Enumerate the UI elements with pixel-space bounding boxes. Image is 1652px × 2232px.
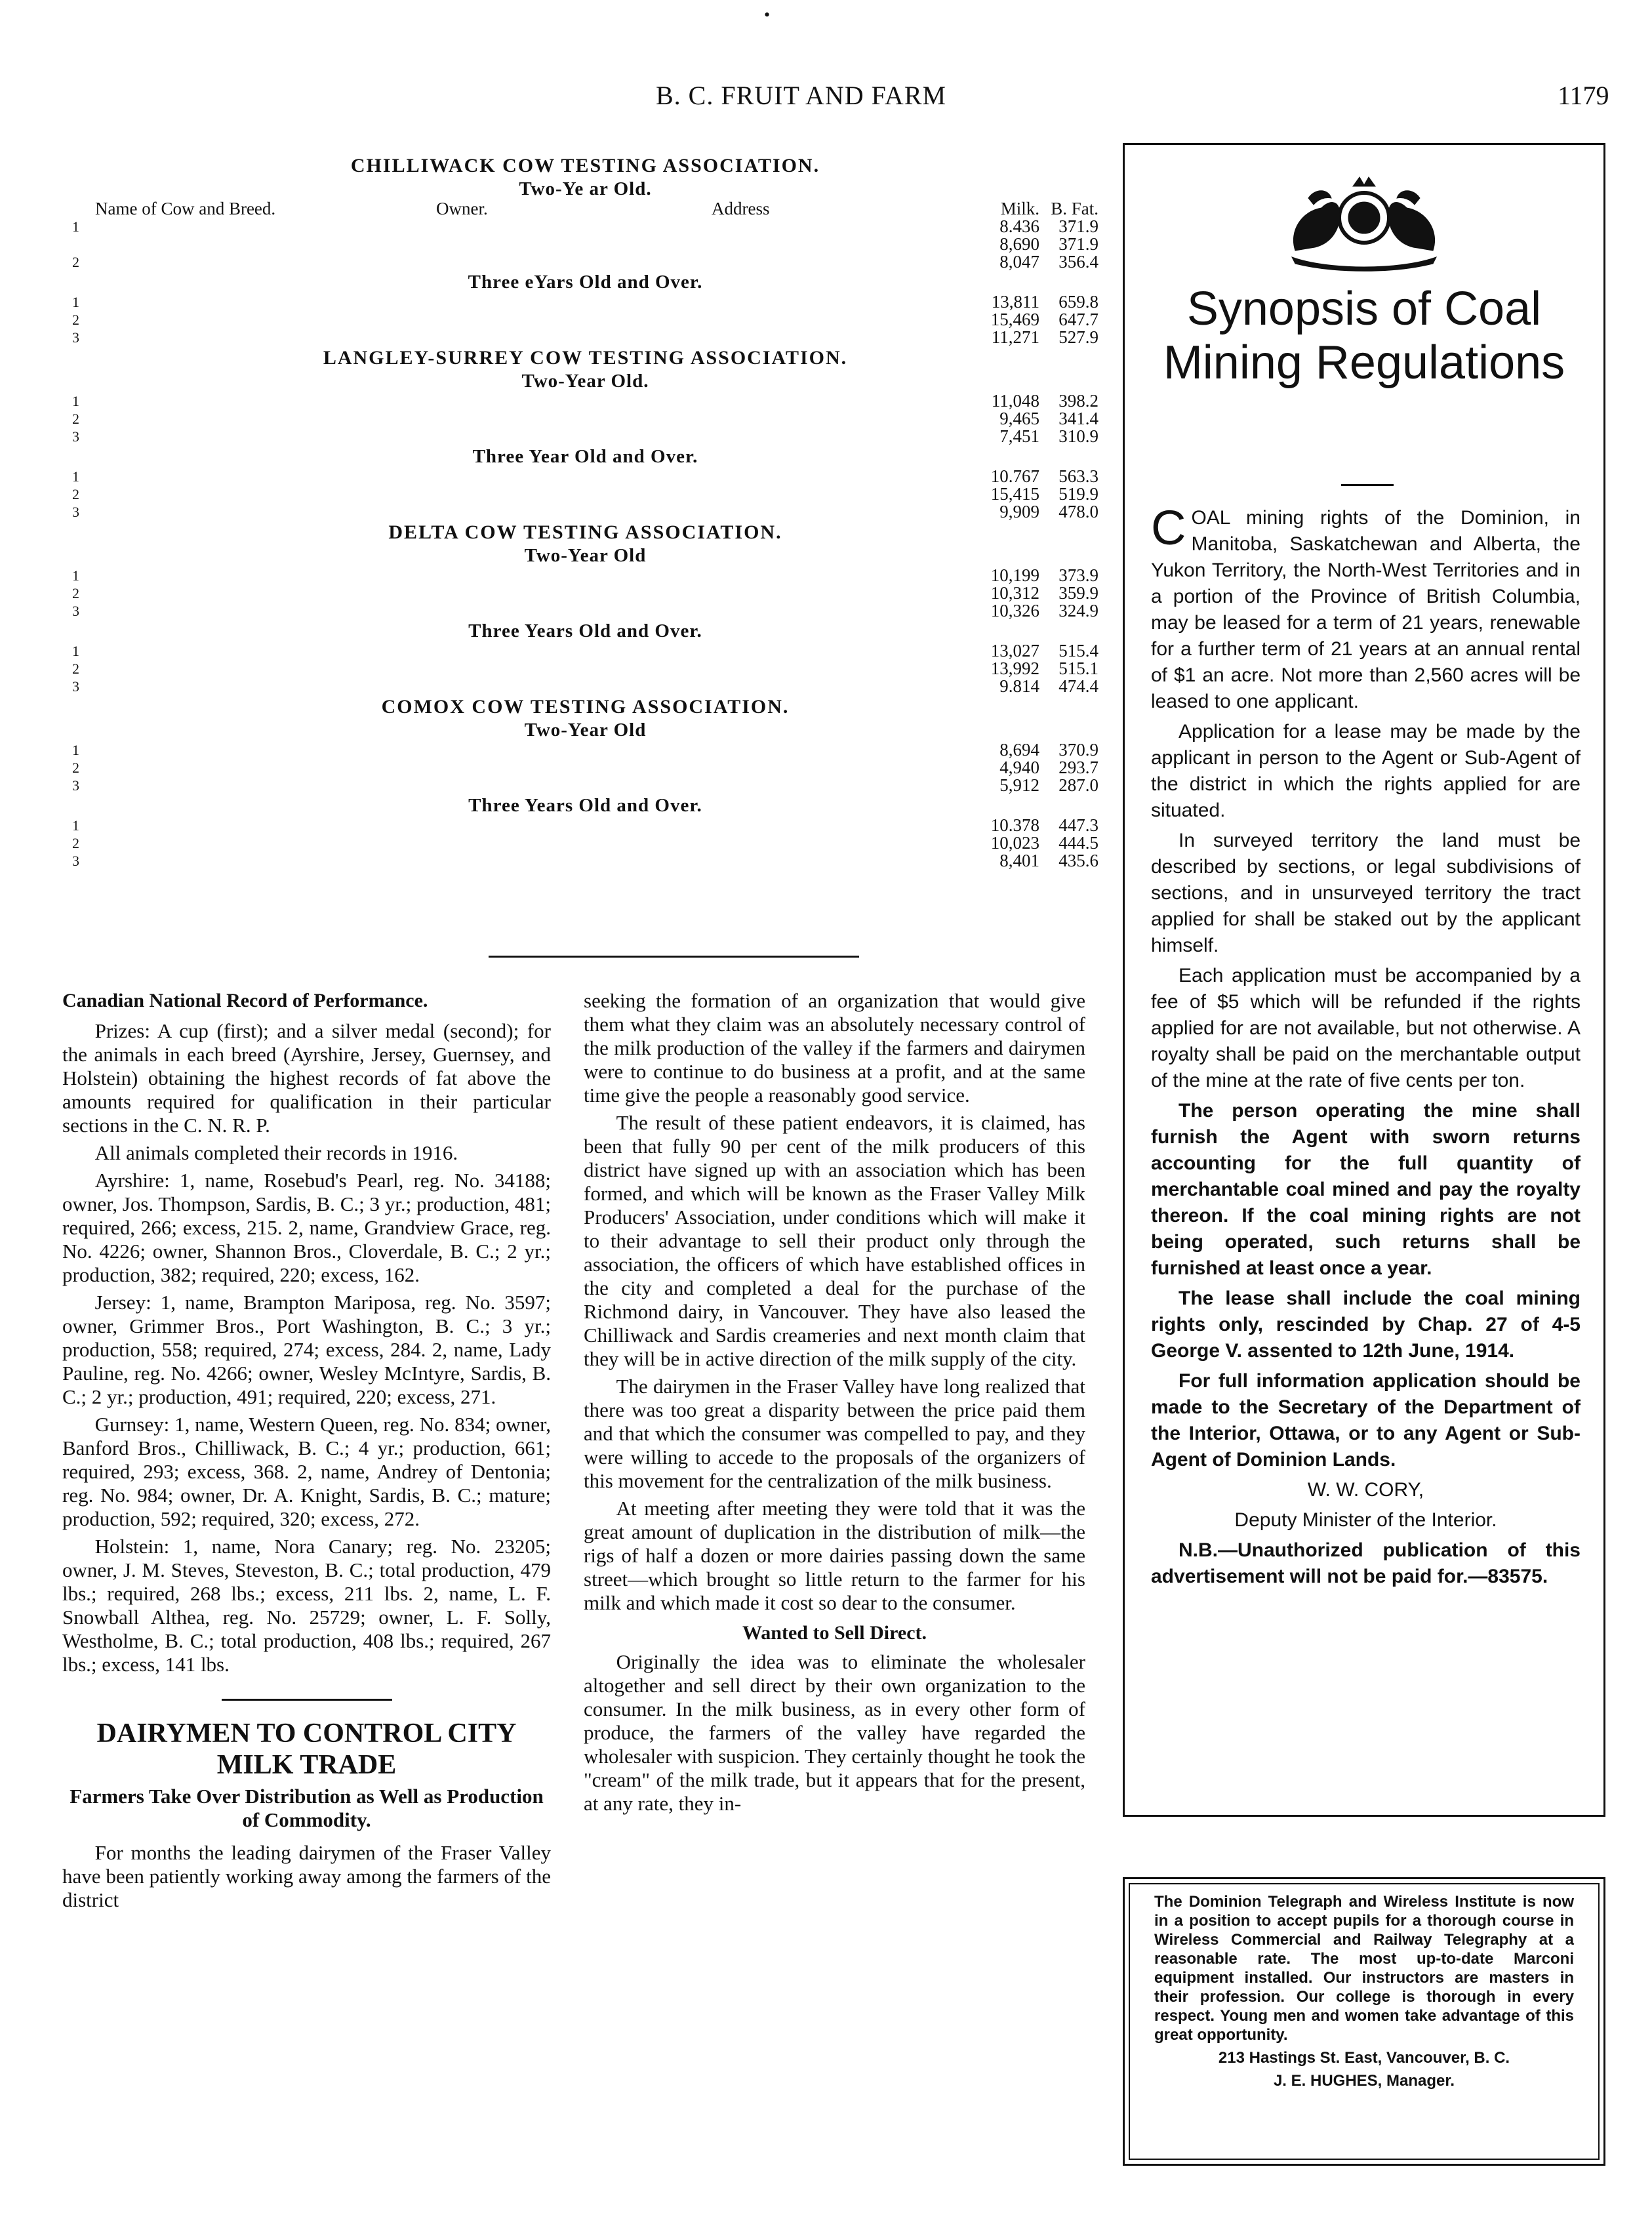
rank-number: 2 xyxy=(72,760,79,776)
milk-value: 10.378 xyxy=(990,815,1039,835)
coal-ad-paragraph: The person operating the mine shall furnish the Agent with sworn returns accounting for the full quantity of merchantable coal mined and pay the royalty thereon. If the coal mining rights are not being operated, such returns shall be furnished at least once a year. xyxy=(1151,1100,1581,1279)
rank-number: 1 xyxy=(72,218,79,235)
milk-value: 10,312 xyxy=(990,583,1039,603)
milk-value: 15,469 xyxy=(990,310,1039,329)
rank-number: 2 xyxy=(72,486,79,502)
article-rule xyxy=(222,1699,392,1701)
rank-number: 2 xyxy=(72,312,79,328)
age-group-label: Three Year Old and Over. xyxy=(472,446,698,467)
butter-fat-value: 519.9 xyxy=(1058,484,1098,504)
article-subhead: Wanted to Sell Direct. xyxy=(742,1622,927,1644)
coal-ad-paragraph: For full information application should be made to the Secretary of the Department of the Interior, Ottawa, or to any Agent or Sub-Agent of Dominion Lands. xyxy=(1151,1370,1581,1471)
rank-number: 1 xyxy=(72,468,79,485)
milk-value: 8,047 xyxy=(999,252,1039,272)
milk-value: 9,909 xyxy=(999,502,1039,521)
table-row xyxy=(72,293,1098,311)
butter-fat-value: 371.9 xyxy=(1058,216,1098,236)
coal-ad-paragraph: Each application must be accompanied by a fee of $5 which will be refunded if the rights applied for are not available, but not otherwise. A royalty shall be paid on the merchantable output of the mine at the rate of five cents per ton. xyxy=(1151,965,1581,1091)
running-header: B. C. FRUIT AND FARM xyxy=(656,81,947,110)
milk-value: 13,811 xyxy=(991,292,1039,312)
milk-value: 10,199 xyxy=(990,565,1039,585)
rank-number: 3 xyxy=(72,428,79,445)
table-row xyxy=(72,678,1098,695)
column-header-fat: B. Fat. xyxy=(1051,199,1098,218)
milk-value: 8,694 xyxy=(999,740,1039,760)
rank-number: 3 xyxy=(72,504,79,520)
milk-value: 11,271 xyxy=(991,327,1039,347)
table-row xyxy=(72,584,1098,602)
table-row xyxy=(72,777,1098,794)
article-paragraph: The dairymen in the Fraser Valley have long realized that there was too great a disparity between the price paid them and that which the consumer was compelled to pay, and they were willing to accede to the proposals of the organizers of this movement for the centralization of the milk business. xyxy=(584,1375,1085,1492)
age-group-label: Two-Year Old xyxy=(524,545,647,566)
record-paragraphs xyxy=(62,1019,551,1676)
milk-value: 10.767 xyxy=(990,466,1039,486)
milk-value: 13,027 xyxy=(990,641,1039,660)
record-paragraph: Gurnsey: 1, name, Western Queen, reg. No. 834; owner, Banford Bros., Chilliwack, B. C.; 4 yr.; production, 661; required, 293; excess, 368. 2, name, Andrey of Dentonia; reg. No. 984; owner, Dr. A. Knight, Sardis, B. C.; mature; production, 592; required, 320; excess, 272. xyxy=(62,1413,551,1530)
record-paragraph: Prizes: A cup (first); and a silver medal (second); for the animals in each breed (Ayrshire, Jersey, Guernsey, and Holstein) obtaining the highest records of fat above the amounts required for qualification in their particular sections in the C. N. R. P. xyxy=(62,1019,551,1137)
record-paragraph: Jersey: 1, name, Brampton Mariposa, reg. No. 3597; owner, Grimmer Bros., Port Washington, B. C.; 3 yr.; production, 558; required, 274; excess, 284. 2, name, Lady Pauline, reg. No. 4266; owner, Wesley McIntyre, Sardis, B. C.; 2 yr.; production, 491; required, 220; excess, 271. xyxy=(62,1291,551,1408)
telegraph-ad xyxy=(1154,1892,1574,2090)
butter-fat-value: 356.4 xyxy=(1058,252,1098,272)
butter-fat-value: 474.4 xyxy=(1058,676,1098,696)
age-group-label: Three Years Old and Over. xyxy=(468,620,702,641)
signature-title: Deputy Minister of the Interior. xyxy=(1234,1509,1497,1531)
table-row xyxy=(72,741,1098,759)
milk-value: 9,465 xyxy=(999,409,1039,428)
table-row xyxy=(72,311,1098,329)
telegraph-ad-address: 213 Hastings St. East, Vancouver, B. C. xyxy=(1218,2049,1510,2067)
rank-number: 3 xyxy=(72,853,79,869)
record-paragraph: Holstein: 1, name, Nora Canary; reg. No. 23205; owner, J. M. Steves, Steveston, B. C.; total production, 479 lbs.; required, 268 lbs.; excess, 211 lbs. 2, name, L. F. Snowball Althea, reg. No. 25729; owner, L. F. Solly, Westholme, B. C.; total production, 408 lbs.; required, 267 lbs.; excess, 141 lbs. xyxy=(62,1535,551,1676)
column-header-owner: Owner. xyxy=(436,200,488,218)
article-subheadline: Farmers Take Over Distribution as Well as Production of Commodity. xyxy=(70,1785,544,1831)
butter-fat-value: 371.9 xyxy=(1058,234,1098,254)
article-column xyxy=(584,989,1085,1819)
table-row xyxy=(72,852,1098,870)
milk-value: 4,940 xyxy=(999,758,1039,777)
table-row xyxy=(72,253,1098,271)
butter-fat-value: 659.8 xyxy=(1058,292,1098,312)
rank-number: 1 xyxy=(72,567,79,584)
article-paragraphs xyxy=(584,989,1085,1615)
coat-of-arms-icon xyxy=(1269,172,1459,274)
butter-fat-value: 359.9 xyxy=(1058,583,1098,603)
table-row xyxy=(72,392,1098,410)
page-number: 1179 xyxy=(1558,81,1609,110)
table-row xyxy=(72,567,1098,584)
rank-number: 3 xyxy=(72,329,79,346)
butter-fat-value: 515.4 xyxy=(1058,641,1098,660)
milk-value: 10,023 xyxy=(990,833,1039,853)
butter-fat-value: 310.9 xyxy=(1058,426,1098,446)
signature: W. W. CORY, xyxy=(1307,1479,1424,1501)
butter-fat-value: 647.7 xyxy=(1058,310,1098,329)
rank-number: 3 xyxy=(72,603,79,619)
telegraph-ad-text: The Dominion Telegraph and Wireless Institute is now in a position to accept pupils for a thorough course in Wireless Commercial and Railway Telegraphy at a reasonable rate. The most up-to-date Marconi equipment installed. Our instructors are masters in their profession. Our college is thorough in every respect. Young men and women take advantage of this great opportunity. xyxy=(1154,1893,1574,2044)
milk-value: 11,048 xyxy=(991,391,1039,411)
rank-number: 1 xyxy=(72,643,79,659)
table-row xyxy=(72,503,1098,521)
rank-number: 2 xyxy=(72,585,79,601)
article-paragraph: seeking the formation of an organization that would give them what they claim was an absolutely necessary control of the milk production of the valley if the farmers and dairymen were to continue to do business at a profit, and at the same time give the people a reasonably good service. xyxy=(584,989,1085,1106)
milk-value: 8,401 xyxy=(999,851,1039,870)
article-paragraph: Originally the idea was to eliminate the wholesaler altogether and sell direct by their own organization to the consumer. In the milk business, as in every other form of produce, the farmers of the valley have regarded the wholesaler with suspicion. They certainly thought he took the "cream" of the milk trade, but it appears that for the present, at any rate, they in- xyxy=(584,1650,1085,1815)
record-paragraph: Ayrshire: 1, name, Rosebud's Pearl, reg. No. 34188; owner, Jos. Thompson, Sardis, B. C.; 3 yr.; production, 481; required, 266; excess, 215. 2, name, Grandview Grace, reg. No. 4226; owner, Shannon Bros., Cloverdale, B. C.; 2 yr.; production, 382; required, 220; excess, 162. xyxy=(62,1169,551,1286)
table-row xyxy=(72,834,1098,852)
rank-number: 3 xyxy=(72,777,79,794)
column-header-address: Address xyxy=(712,200,770,218)
association-title: CHILLIWACK COW TESTING ASSOCIATION. xyxy=(350,155,820,176)
coal-ad-title: Synopsis of Coal Mining Regulations xyxy=(1163,283,1565,389)
milk-value: 13,992 xyxy=(990,659,1039,678)
rank-number: 1 xyxy=(72,817,79,834)
rank-number: 1 xyxy=(72,742,79,758)
milk-value: 10,326 xyxy=(990,601,1039,620)
table-row xyxy=(72,410,1098,428)
association-title: COMOX COW TESTING ASSOCIATION. xyxy=(381,696,790,718)
table-row xyxy=(72,485,1098,503)
column-header-milk: Milk. xyxy=(1000,199,1039,218)
table-row xyxy=(72,817,1098,834)
coal-ad-rule xyxy=(1341,484,1394,486)
age-group-label: Three eYars Old and Over. xyxy=(468,272,703,293)
telegraph-ad-manager: J. E. HUGHES, Manager. xyxy=(1273,2072,1455,2090)
article-headline: DAIRYMEN TO CONTROL CITY MILK TRADE xyxy=(96,1718,517,1780)
record-paragraph: All animals completed their records in 1916. xyxy=(94,1141,458,1164)
article-lead-paragraph: For months the leading dairymen of the Fraser Valley have been patiently working away among the farmers of the district xyxy=(62,1841,551,1911)
table-row xyxy=(72,235,1098,253)
milk-value: 15,415 xyxy=(990,484,1039,504)
milk-value: 7,451 xyxy=(999,426,1039,446)
milk-value: 8.436 xyxy=(999,216,1039,236)
record-heading: Canadian National Record of Performance. xyxy=(62,990,428,1011)
association-title: DELTA COW TESTING ASSOCIATION. xyxy=(388,521,782,543)
rank-number: 2 xyxy=(72,411,79,427)
record-column xyxy=(62,989,551,1916)
table-row xyxy=(72,329,1098,346)
milk-value: 5,912 xyxy=(999,775,1039,795)
milk-value: 8,690 xyxy=(999,234,1039,254)
column-header-name: Name of Cow and Breed. xyxy=(95,200,276,218)
milk-value: 9.814 xyxy=(999,676,1039,696)
table-row xyxy=(72,642,1098,660)
table-row xyxy=(72,218,1098,235)
table-row xyxy=(72,660,1098,678)
butter-fat-value: 527.9 xyxy=(1058,327,1098,347)
age-group-label: Two-Year Old. xyxy=(521,371,649,392)
coal-ad-paragraph: Application for a lease may be made by the applicant in person to the Agent or Sub-Agent of the district in which the rights applied for are situated. xyxy=(1151,721,1581,821)
butter-fat-value: 341.4 xyxy=(1058,409,1098,428)
butter-fat-value: 435.6 xyxy=(1058,851,1098,870)
table-row xyxy=(72,428,1098,445)
age-group-label: Three Years Old and Over. xyxy=(468,795,702,816)
coal-ad-paragraph: In surveyed territory the land must be described by sections, or legal subdivisions of sections, and in unsurveyed territory the tract applied for shall be staked out by the applicant himself. xyxy=(1151,830,1581,956)
association-title: LANGLEY-SURREY COW TESTING ASSOCIATION. xyxy=(323,347,848,369)
butter-fat-value: 370.9 xyxy=(1058,740,1098,760)
butter-fat-value: 287.0 xyxy=(1058,775,1098,795)
coal-ad-note: N.B.—Unauthorized publication of this advertisement will not be paid for.—83575. xyxy=(1151,1539,1581,1587)
rank-number: 2 xyxy=(72,835,79,851)
butter-fat-value: 293.7 xyxy=(1058,758,1098,777)
article-paragraphs-continued xyxy=(584,1650,1085,1816)
coal-ad-paragraph: The lease shall include the coal mining rights only, rescinded by Chap. 27 of 4-5 George V. assented to 12th June, 1914. xyxy=(1151,1288,1581,1362)
dropcap: C xyxy=(1151,500,1186,555)
age-group-label: Two-Ye ar Old. xyxy=(519,178,652,199)
butter-fat-value: 398.2 xyxy=(1058,391,1098,411)
table-row xyxy=(72,468,1098,485)
butter-fat-value: 478.0 xyxy=(1058,502,1098,521)
butter-fat-value: 373.9 xyxy=(1058,565,1098,585)
column-header-row xyxy=(72,200,1098,218)
coal-ad-body xyxy=(1151,500,1581,1594)
age-group-label: Two-Year Old xyxy=(524,720,647,741)
butter-fat-value: 324.9 xyxy=(1058,601,1098,620)
cow-testing-tables xyxy=(72,154,1098,870)
butter-fat-value: 515.1 xyxy=(1058,659,1098,678)
printer-mark: • xyxy=(764,5,771,24)
coal-ad-paragraph: COAL mining rights of the Dominion, in Manitoba, Saskatchewan and Alberta, the Yukon Territory, the North-West Territories and in a portion of the Province of British Columbia, may be leased for a term of 21 years, renewable for a further term of 21 years at an annual rental of $1 an acre. Not more than 2,560 acres will be leased to one applicant. xyxy=(1151,500,1581,712)
table-row xyxy=(72,602,1098,620)
section-divider xyxy=(489,956,859,958)
rank-number: 1 xyxy=(72,393,79,409)
butter-fat-value: 447.3 xyxy=(1058,815,1098,835)
rank-number: 2 xyxy=(72,660,79,677)
butter-fat-value: 444.5 xyxy=(1058,833,1098,853)
article-paragraph: The result of these patient endeavors, it is claimed, has been that fully 90 per cent of the milk producers of this district have signed up with an association which has been formed, and which will be known as the Fraser Valley Milk Producers' Association, under conditions which will make it to their advantage to sell their product only through the association, the officers of which have established offices in the city and completed a deal for the purchase of the Richmond dairy, in Vancouver. They have also leased the Chilliwack and Sardis creameries and next month claim that they will be in active direction of the milk supply of the city. xyxy=(584,1111,1085,1370)
rank-number: 3 xyxy=(72,678,79,695)
rank-number: 1 xyxy=(72,294,79,310)
article-paragraph: At meeting after meeting they were told that it was the great amount of duplication in the distribution of milk—the rigs of half a dozen or more dairies passing down the same street—which brought so little return to the farmer for his milk and which made it cost so dear to the consumer. xyxy=(584,1497,1085,1614)
table-row xyxy=(72,759,1098,777)
rank-number: 2 xyxy=(72,254,79,270)
butter-fat-value: 563.3 xyxy=(1058,466,1098,486)
